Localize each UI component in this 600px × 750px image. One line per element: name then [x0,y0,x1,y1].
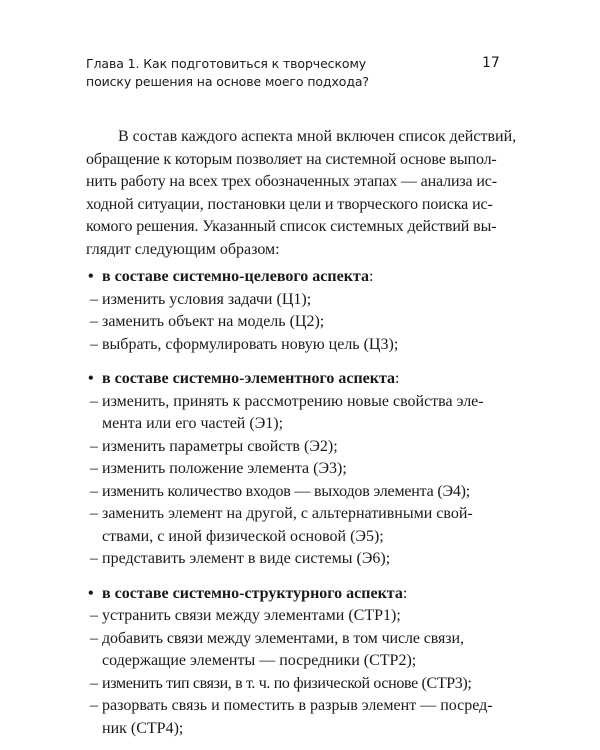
dash-marker: – [90,505,98,522]
list-item [86,605,506,628]
item-text: выбрать, сформулировать новую цель (Ц3); [102,335,399,353]
section-heading-text: в составе системно-структурного аспекта [102,584,403,602]
list-item [86,503,506,548]
item-text: изменить тип связи, в т. ч. по физической основе (СТР3); [102,674,472,692]
section-heading [86,368,506,391]
dash-marker: – [90,313,98,330]
list-item [86,334,506,357]
heading-colon: : [402,584,408,602]
page-body [86,126,517,740]
item-text: изменить количество входов — выходов элемента (Э4); [102,482,470,500]
item-text: представить элемент в виде системы (Э6); [102,550,391,567]
page-number: 17 [482,55,500,71]
dash-marker: – [90,629,98,647]
intro-line: комого решения. Указанный список системных действий вы- [86,218,497,235]
dash-marker: – [90,550,98,567]
dash-marker: – [90,607,98,624]
action-list [86,391,506,571]
action-list [86,605,506,740]
list-item [86,628,506,673]
bullet-marker: • [88,268,94,285]
list-item [86,458,506,481]
intro-line: обращение к которым позволяет на системной основе выпол- [86,150,497,168]
dash-marker: – [90,437,98,455]
section-heading-text: в составе системно-целевого аспекта [102,268,369,285]
list-item [86,391,506,436]
item-text-continued: ствами, с иной физической основой (Э5); [102,527,384,545]
dash-marker: – [90,335,98,353]
list-item [86,311,506,334]
item-text-continued: ник (СТР4); [102,719,184,737]
item-text: изменить, принять к рассмотрению новые свойства эле- [102,392,484,410]
dash-marker: – [90,290,98,308]
intro-line: нить работу на всех трех обозначенных этапах — анализа ис- [86,173,497,190]
list-item [86,695,506,740]
dash-marker: – [90,392,98,410]
item-text: разорвать связь и поместить в разрыв элемент — посред- [102,697,493,714]
item-text-continued: мента или его частей (Э1); [102,415,284,432]
section-heading-text: в составе системно-элементного аспекта [102,370,396,387]
dash-marker: – [90,674,98,692]
list-item [86,436,506,459]
section-structure-aspect [86,583,506,741]
dash-marker: – [90,460,98,477]
intro-line: В состав каждого аспекта мной включен список действий, [118,128,517,145]
dash-marker: – [90,482,98,500]
intro-line: ходной ситуации, постановки цели и творческого поиска ис- [86,195,493,213]
item-text: изменить положение элемента (Э3); [102,460,347,477]
action-list [86,289,506,357]
dash-marker: – [90,697,98,714]
item-text: устранить связи между элементами (СТР1); [102,607,401,624]
list-item [86,548,506,571]
chapter-title-line-2: поиску решения на основе моего подхода? [86,74,369,89]
list-item [86,289,506,312]
heading-colon: : [368,268,374,285]
section-heading [86,266,506,289]
item-text: добавить связи между элементами, в том числе связи, [102,629,464,647]
item-text: изменить параметры свойств (Э2); [102,437,338,455]
intro-line: глядит следующим образом: [86,240,280,258]
running-head [86,55,426,91]
item-text: заменить объект на модель (Ц2); [102,313,325,330]
item-text-continued: содержащие элементы — посредники (СТР2); [102,652,417,669]
item-text: изменить условия задачи (Ц1); [102,290,312,308]
bullet-marker: • [88,584,94,602]
chapter-title-line-1: Глава 1. Как подготовиться к творческому [86,56,367,71]
section-heading [86,583,506,606]
heading-colon: : [395,370,400,387]
section-element-aspect [86,368,506,571]
bullet-marker: • [88,370,94,387]
item-text: заменить элемент на другой, с альтернативными свой- [102,505,473,522]
intro-paragraph [86,126,517,261]
section-target-aspect [86,266,506,356]
list-item [86,481,506,504]
list-item [86,673,506,696]
